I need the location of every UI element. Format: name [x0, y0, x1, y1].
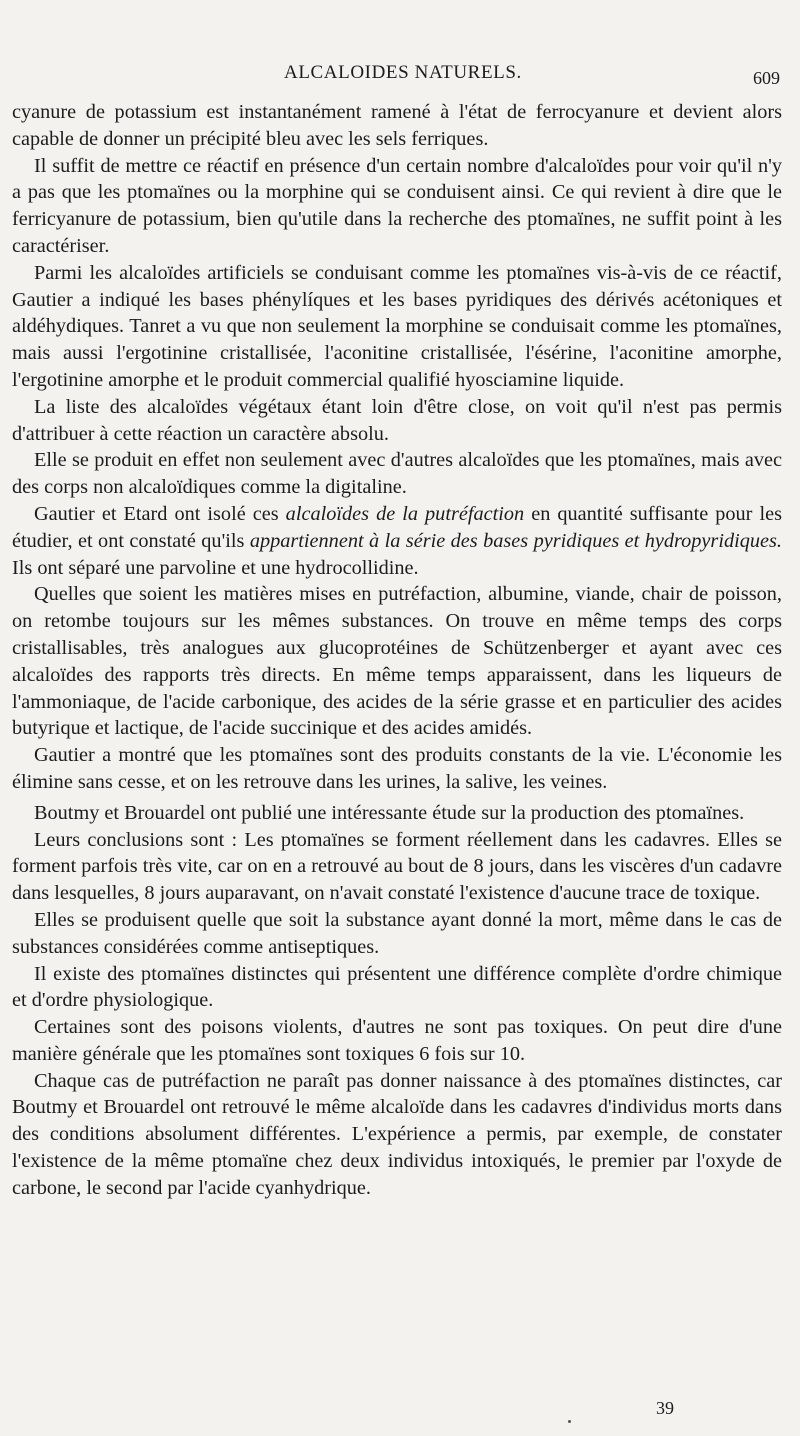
- text-run: Gautier et Etard ont isolé ces: [34, 502, 286, 525]
- paragraph: [12, 153, 782, 260]
- paragraph: [12, 907, 782, 961]
- text-run: Certaines sont des poisons violents, d'autres ne sont pas toxiques. On peut dire d'une manière générale que les ptomaïnes sont toxiques 6 fois sur 10.: [12, 1016, 782, 1065]
- running-head: [0, 62, 800, 92]
- print-speck: [568, 1420, 571, 1423]
- text-run: cyanure de potassium est instantanément ramené à l'état de ferrocyanure et devient alors capable de donner un précipité bleu avec les sels ferriques.: [12, 101, 782, 150]
- paragraph: [12, 501, 782, 581]
- page-number: 609: [753, 68, 780, 88]
- paragraph: [12, 1014, 782, 1068]
- text-run: Elles se produisent quelle que soit la substance ayant donné la mort, même dans le cas de substances considérées comme antiseptiques.: [12, 908, 782, 958]
- paragraph: [12, 581, 782, 742]
- text-run: Leurs conclusions sont : Les ptomaïnes se forment réellement dans les cadavres. Elles se forment parfois très vite, car on en a retrouvé au bout de 8 jours, dans les viscères d'un cadavre dans lesquelles, 8 jours auparavant, on n'avait constaté l'existence d'aucune trace de toxique.: [12, 828, 782, 905]
- text-run: en quantité suffisante pour les étudier, et ont constaté qu'ils: [12, 502, 782, 552]
- paragraph: [12, 394, 782, 448]
- italic-phrase: alcaloïdes de la putréfaction: [285, 502, 525, 525]
- paragraph: [12, 800, 782, 827]
- paragraph: [12, 99, 782, 153]
- text-run: Il existe des ptomaïnes distinctes qui présentent une différence complète d'ordre chimique et d'ordre physiologique.: [12, 962, 782, 1012]
- text-run: Gautier a montré que les ptomaïnes sont des produits constants de la vie. L'économie les élimine sans cesse, et on les retrouve dans les urines, la salive, les veines.: [12, 744, 782, 793]
- running-title: ALCALOIDES NATURELS.: [284, 62, 522, 83]
- text-run: Quelles que soient les matières mises en putréfaction, albumine, viande, chair de poisson, on retombe toujours sur les mêmes substances. On trouve en même temps des corps cristallisables, très analogues aux glucoprotéines de Schützenberger et ayant avec ces alcaloïdes des rapports très directs. En même temps apparaissent, dans les liqueurs de l'ammoniaque, de l'acide carbonique, des acides de la série grasse et en particulier des acides butyrique et lactique, de l'acide succinique et des acides amidés.: [12, 583, 782, 740]
- text-run: Ils ont séparé une parvoline et une hydrocollidine.: [12, 556, 419, 579]
- text-run: Boutmy et Brouardel ont publié une intéressante étude sur la production des ptomaïnes.: [34, 801, 745, 824]
- text-run: Elle se produit en effet non seulement avec d'autres alcaloïdes que les ptomaïnes, mais avec des corps non alcaloïdiques comme la digitaline.: [12, 449, 782, 499]
- paragraph: [12, 1068, 782, 1202]
- paragraph: [12, 827, 782, 907]
- paragraph: [12, 961, 782, 1015]
- signature-mark: 39: [656, 1398, 674, 1418]
- text-run: Chaque cas de putréfaction ne paraît pas donner naissance à des ptomaïnes distinctes, car Boutmy et Brouardel ont retrouvé le même alcaloïde dans les cadavres d'individus morts dans des conditions absolument différentes. L'expérience a permis, par exemple, de constater l'existence de la même ptomaïne chez deux individus intoxiqués, le premier par l'oxyde de carbone, le second par l'acide cyanhydrique.: [12, 1069, 782, 1199]
- text-run: Il suffit de mettre ce réactif en présence d'un certain nombre d'alcaloïdes pour voir qu'il n'y a pas que les ptomaïnes ou la morphine qui se conduisent ainsi. Ce qui revient à dire que le ferricyanure de potassium, bien qu'utile dans la recherche des ptomaïnes, ne suffit point à les caractériser.: [12, 154, 782, 257]
- text-run: Parmi les alcaloïdes artificiels se conduisant comme les ptomaïnes vis-à-vis de ce réactif, Gautier a indiqué les bases phénylíques et les bases pyridiques des dérivés acétoniques et aldéhydiques. Tanret a vu que non seulement la morphine se conduisait comme les ptomaïnes, mais aussi l'ergotinine cristallisée, l'aconitine cristallisée, l'ésérine, l'aconitine amorphe, l'ergotinine amorphe et le produit commercial qualifié hyosciamine liquide.: [12, 261, 782, 391]
- paragraph: [12, 447, 782, 501]
- italic-phrase: appartiennent à la série des bases pyridiques et hydropyridiques.: [249, 529, 782, 552]
- paragraph: [12, 260, 782, 394]
- body-text: [12, 99, 782, 1202]
- text-run: La liste des alcaloïdes végétaux étant loin d'être close, on voit qu'il n'est pas permis d'attribuer à cette réaction un caractère absolu.: [12, 395, 782, 445]
- paragraph: [12, 742, 782, 796]
